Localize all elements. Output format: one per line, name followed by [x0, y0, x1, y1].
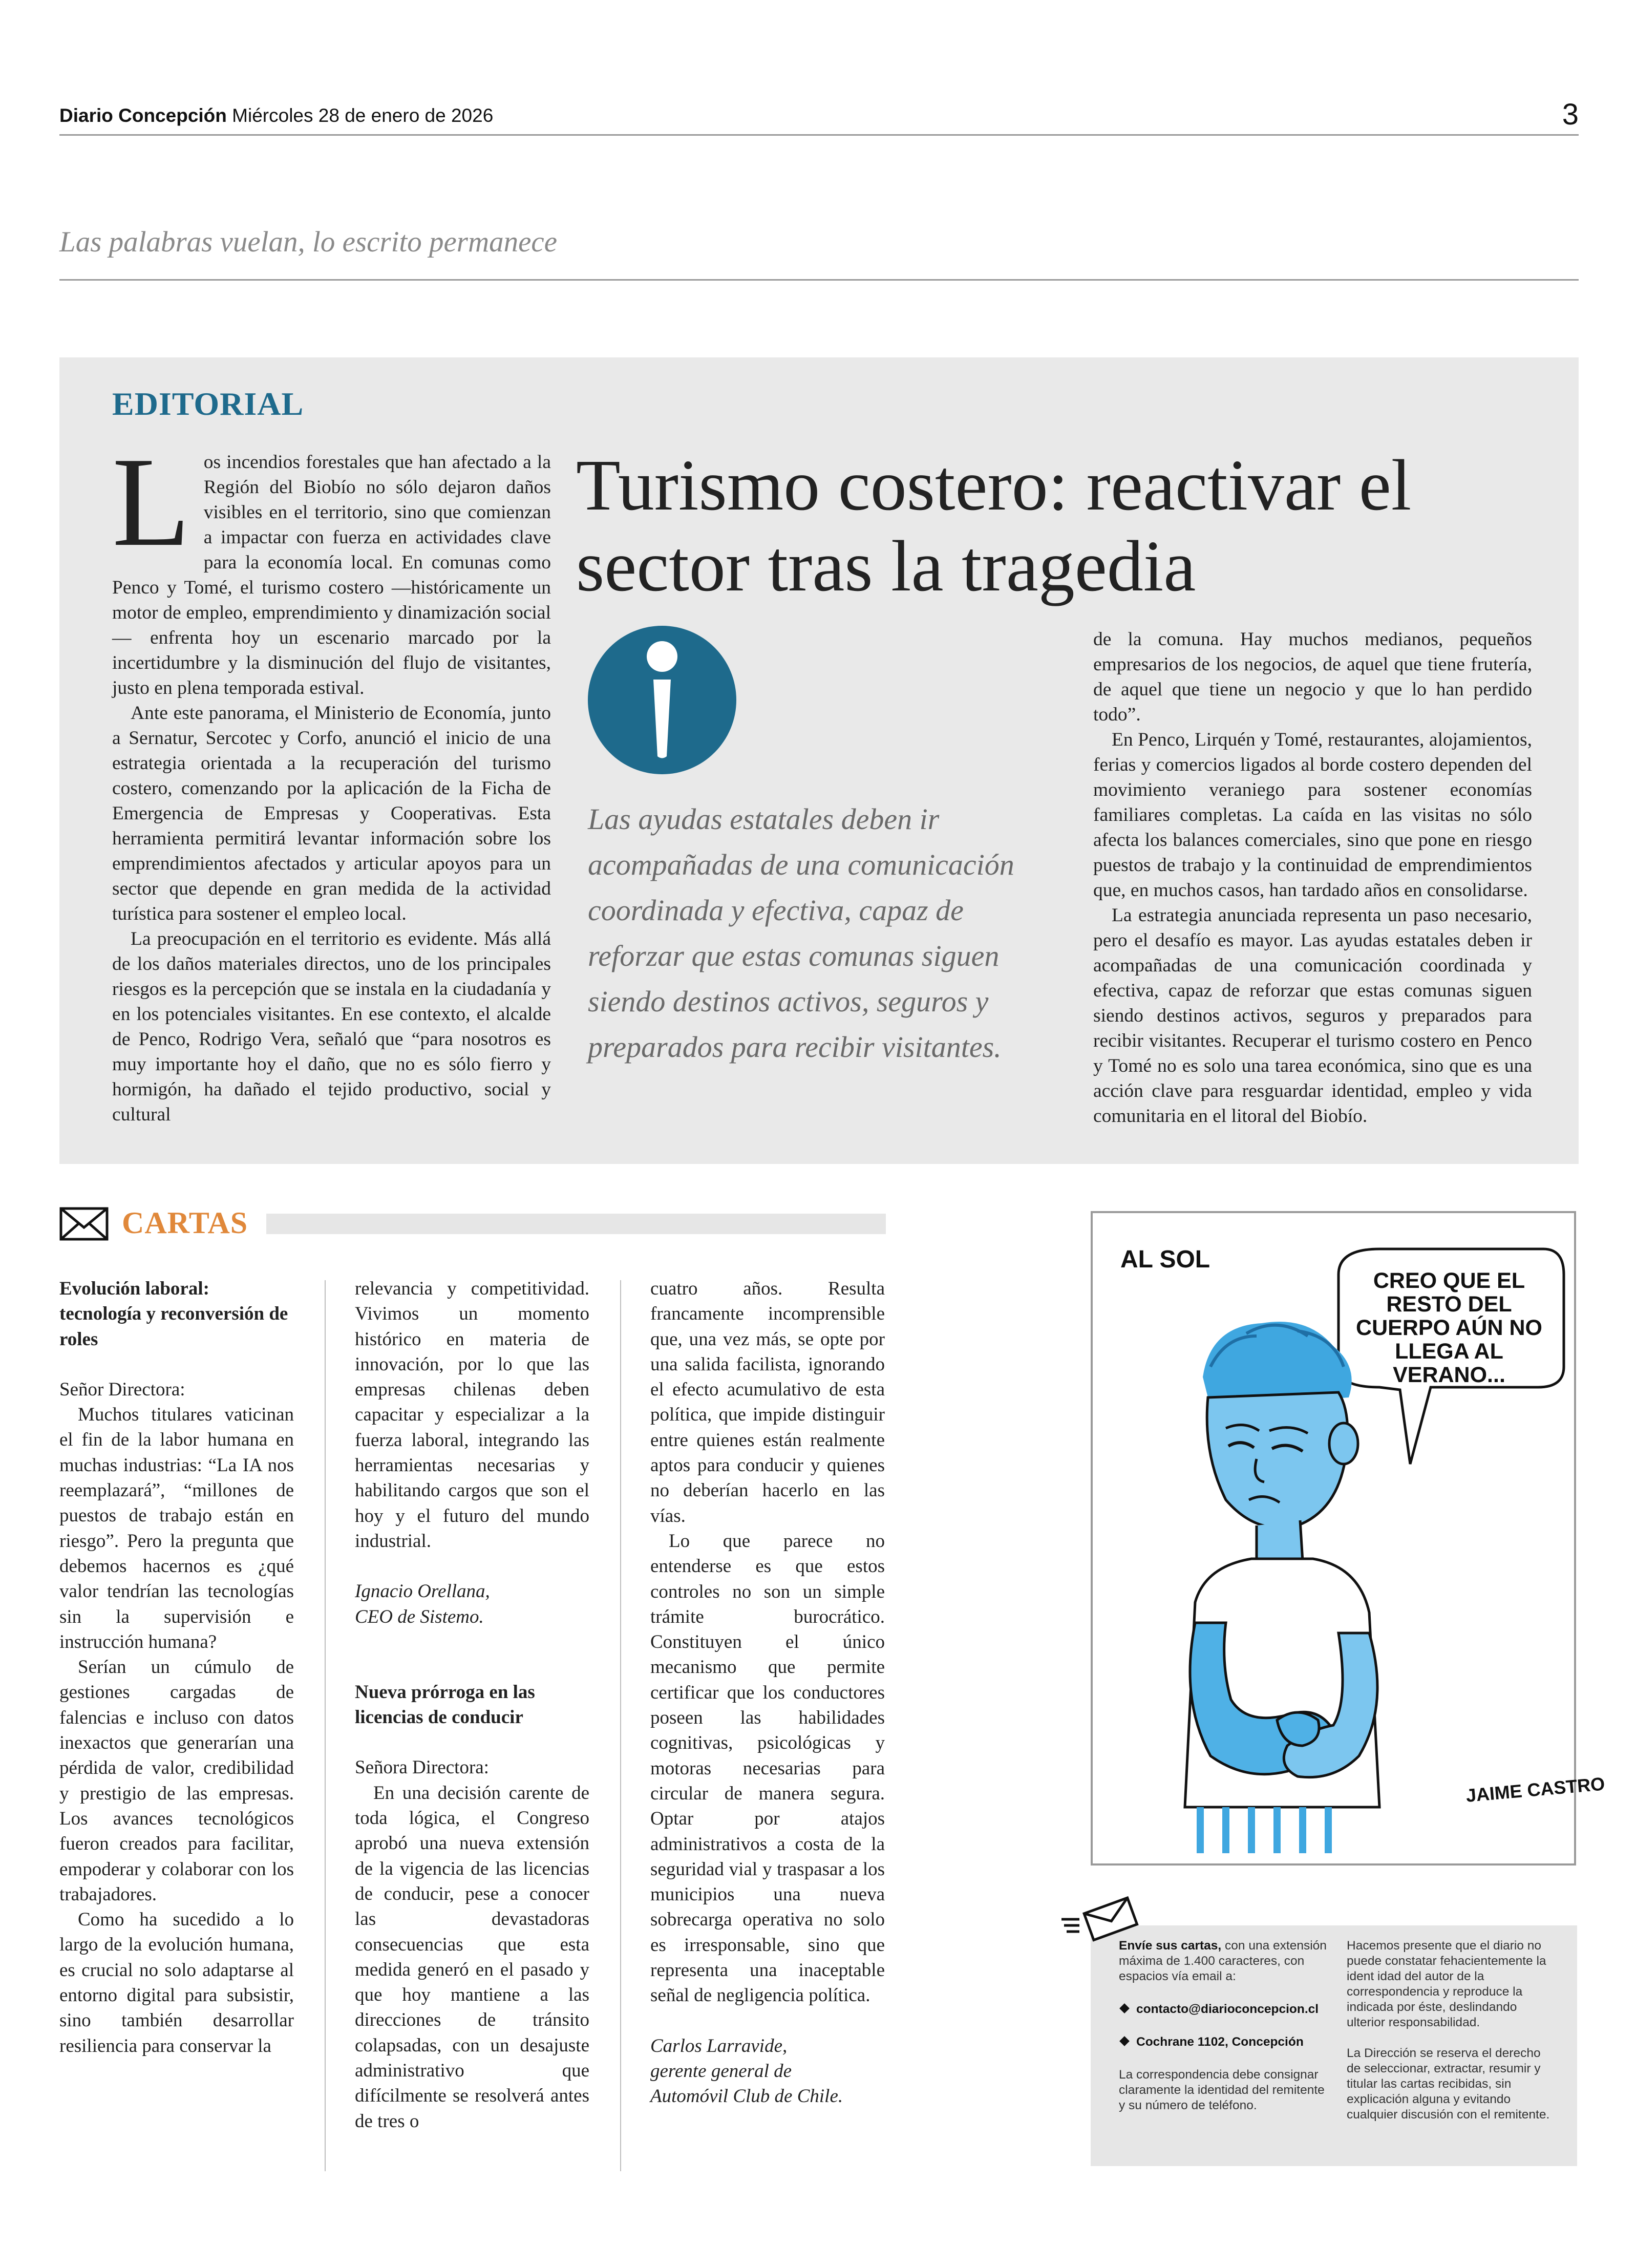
motto-rule [59, 279, 1579, 281]
contact-instructions [1119, 1938, 1329, 2113]
editorial-paragraph: de la comuna. Hay muchos medianos, pequeños empresarios de los negocios, de aquel que tiene frutería, de aquel que tiene un negocio y que lo han perdido todo”. [1093, 629, 1532, 725]
letter-signature-name: Carlos Larravide, [650, 2035, 788, 2057]
letter-paragraph: Muchos titulares vaticinan el fin de la labor humana en muchas industrias: “La IA nos reemplazará”, “millones de puestos de trabajo están en riesgo”. Pero la pregunta que debemos hacernos es ¿qué valor tendrían las tecnologías sin la supervisión e instrucción humana? [59, 1404, 294, 1652]
letter-salutation: Señora Directora: [355, 1757, 489, 1778]
editorial-column-3 [1093, 627, 1532, 1129]
editorial-text: os incendios forestales que han afectado a la Región del Biobío no sólo dejaron daños visibles en el territorio, sino que comienzan a impactar con fuerza en actividades clave para la economía local. En comunas como Penco y Tomé, el turismo costero —históricamente un motor de empleo, emprendimiento y dinamización social— enfrenta hoy un escenario marcado por la incertidumbre y la disminución del flujo de visitantes, justo en plena temporada estival. [112, 452, 551, 698]
contact-note: La correspondencia debe consignar claramente la identidad del remitente y su número de teléfono. [1119, 2068, 1325, 2112]
editorial-pull-quote: Las ayudas estatales deben ir acompañadas de una comunicación coordinada y efectiva, capaz de reforzar que estas comunas siguen siendo destinos activos, seguros y preparados para recibir visitantes. [588, 802, 1014, 1064]
drop-cap: L [112, 431, 190, 573]
letters-column-3 [650, 1276, 885, 2109]
cartoon-title: AL SOL [1120, 1246, 1210, 1273]
letter-signature-role: CEO de Sistemo. [355, 1606, 484, 1627]
contact-address: Cochrane 1102, Concepción [1136, 2035, 1304, 2049]
letter-signature-org: Automóvil Club de Chile. [650, 2086, 843, 2107]
editorial-paragraph: La preocupación en el territorio es evidente. Más allá de los daños materiales directos, uno de los principales riesgos es la percepción que se instala en la ciudadanía y en los potenciales visitantes. En ese contexto, el alcalde de Penco, Rodrigo Vera, señaló que “para nosotros es muy importante hoy el daño, que no es sólo fierro y hormigón, ha dañado el tejido productivo, social y cultural [112, 928, 551, 1125]
page-number: 3 [1562, 98, 1579, 131]
letter-paragraph: Lo que parece no entenderse es que estos controles no son un simple trámite burocrático. Constituyen el único mecanismo que permite certificar que los conductores poseen las habilidades cognitivas, psicológicas y motoras necesarias para circular de manera segura. Optar por atajos administrativos a costa de la seguridad vial y traspasar a los municipios una nueva sobrecarga operativa no solo es irresponsable, sino que representa una inaceptable señal de negligencia política. [650, 1530, 885, 2006]
letter-salutation: Señor Directora: [59, 1379, 185, 1400]
letter-title: Evolución laboral: tecnología y reconversión de roles [59, 1278, 288, 1350]
editorial-paragraph: Ante este panorama, el Ministerio de Economía, junto a Sernatur, Sercotec y Corfo, anunció el inicio de una estrategia orientada a la recuperación del turismo costero, comenzando por la aplicación de la Ficha de Emergencia de Empresas y Cooperativas. Esta herramienta permitirá levantar información sobre los emprendimientos afectados y articular apoyos para un sector que depende en gran medida de la actividad turística para sostener el empleo local. [112, 703, 551, 924]
editorial-paragraph: En Penco, Lirquén y Tomé, restaurantes, alojamientos, ferias y comercios ligados al borde costero dependen del movimiento veraniego para sostener economías familiares completas. La caída en las visitas no sólo afecta los balances comerciales, sino que pone en riesgo puestos de trabajo y la continuidad de emprendimientos que, en muchos casos, han tardado años en consolidarse. [1093, 729, 1532, 901]
editorial-paragraph [112, 431, 551, 701]
disclaimer-text: Hacemos presente que el diario no puede constatar fehacientemente la ident idad del autor de la correspondencia y reproduce la indicada por éste, deslindando ulterior responsabilidad. [1347, 1939, 1546, 2029]
cartoon-signature: JAIME CASTRO [1465, 1773, 1606, 1806]
cartoon-speech-text: CREO QUE EL RESTO DEL CUERPO AÚN NO LLEGA AL VERANO... [1356, 1268, 1542, 1387]
editorial-column-1 [112, 431, 551, 1127]
contact-email-item [1119, 2002, 1329, 2017]
header-rule [59, 134, 1579, 136]
contact-lead [1119, 1938, 1329, 1984]
contact-email[interactable]: contacto@diarioconcepcion.cl [1136, 2002, 1319, 2016]
editorial-headline: Turismo costero: reactivar el sector tras la tragedia [576, 444, 1412, 606]
letters-column-2 [355, 1276, 589, 2134]
letter-signature-name: Ignacio Orellana, [355, 1581, 490, 1602]
section-motto: Las palabras vuelan, lo escrito permanece [59, 226, 558, 258]
contact-lead-bold: Envíe sus cartas, [1119, 1939, 1222, 1953]
bullet-diamond-icon [1119, 2036, 1130, 2046]
letter-paragraph: Serían un cúmulo de gestiones cargadas de falencias e incluso con datos inexactos que generarían una pérdida de valor, credibilidad y prestigio de las empresas. Los avances tecnológicos fueron creados para facilitar, empoderar y colaborar con los trabajadores. [59, 1657, 294, 1905]
publication-header [59, 105, 493, 126]
editorial-paragraph: La estrategia anunciada representa un paso necesario, pero el desafío es mayor. Las ayudas estatales deben ir acompañadas de una comunicación coordinada y efectiva, capaz de reforzar que estas comunas siguen siendo destinos activos, seguros y preparados para recibir visitantes. Recuperar el turismo costero en Penco y Tomé no es solo una tarea económica, sino que es una acción clave para resguardar identidad, empleo y vida comunitaria en el litoral del Biobío. [1093, 905, 1532, 1127]
letter-paragraph: En una decisión carente de toda lógica, el Congreso aprobó una nueva extensión de la vigencia de las licencias de conducir, pese a conocer las devastadoras consecuencias que esta medida generó en el pasado y que hoy mantiene a las direcciones de tránsito colapsadas, con un desajuste administrativo que difícilmente se resolverá antes de tres o [355, 1782, 589, 2132]
letter-title: Nueva prórroga en las licencias de conducir [355, 1681, 535, 1728]
letter-paragraph: relevancia y competitividad. Vivimos un momento histórico en materia de innovación, por lo que las empresas chilenas deben capacitar y especializar a la fuerza laboral, integrando las herramientas necesarias y habilitando cargos que son el hoy y el futuro del mundo industrial. [355, 1278, 589, 1552]
envelope-icon [59, 1207, 109, 1241]
contact-address-item [1119, 2034, 1329, 2050]
bullet-diamond-icon [1119, 2003, 1130, 2013]
publication-name: Diario Concepción [59, 105, 227, 126]
editorial-label: EDITORIAL [112, 386, 304, 422]
cartas-title: CARTAS [122, 1206, 248, 1240]
letter-paragraph: Como ha sucedido a lo largo de la evolución humana, es crucial no solo adaptarse al entorno digital para subsistir, sino también desarrollar resiliencia para conservar la [59, 1909, 294, 2057]
send-letter-icon [1059, 1895, 1141, 1943]
letter-paragraph: cuatro años. Resulta francamente incomprensible que, una vez más, se opte por una salida facilista, ignorando el efecto acumulativo de esta política, que impide distinguir entre quienes están realmente aptos para conducir y quienes no deberían hacerlo en las vías. [650, 1278, 885, 1527]
cartas-title-bar [266, 1214, 886, 1234]
column-divider [325, 1280, 326, 2171]
letter-signature-role: gerente general de [650, 2060, 792, 2082]
publication-date: Miércoles 28 de enero de 2026 [232, 105, 494, 126]
column-divider [620, 1280, 621, 2171]
letters-column-1 [59, 1276, 294, 2059]
contact-disclaimer [1347, 1938, 1557, 2123]
contact-lead-text: con una extensión máxima de 1.400 caracteres, con espacios vía email a: [1119, 1939, 1327, 1983]
disclaimer-text: La Dirección se reserva el derecho de seleccionar, extractar, resumir y titular las cartas recibidas, sin explicación alguna y evitando cualquier discusión con el remitente. [1347, 2046, 1550, 2122]
info-icon [588, 626, 736, 774]
